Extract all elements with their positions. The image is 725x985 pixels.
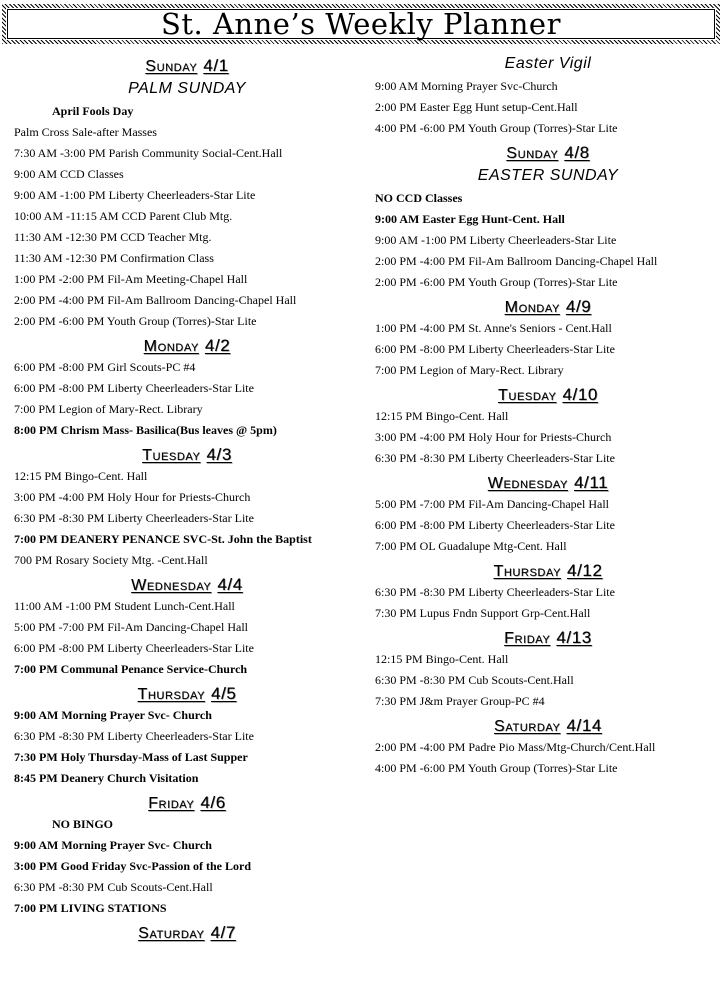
page-title: St. Anne’s Weekly Planner: [161, 7, 561, 41]
day-header: [14, 683, 360, 705]
day-date: 4/2: [204, 336, 231, 355]
day-date: 4/4: [217, 575, 243, 594]
day-date: 4/11: [573, 473, 609, 492]
day-date: 4/9: [565, 297, 592, 316]
event-item: 7:30 PM J&m Prayer Group-PC #4: [375, 694, 545, 708]
event-item: 7:00 PM OL Guadalupe Mtg-Cent. Hall: [375, 539, 567, 553]
day-name: Saturday: [138, 925, 205, 942]
day-header: [375, 296, 721, 318]
event-item: 6:30 PM -8:30 PM Cub Scouts-Cent.Hall: [375, 673, 574, 687]
day-name: Sunday: [145, 58, 198, 75]
day-date: 4/7: [210, 923, 236, 942]
event-item: 2:00 PM -4:00 PM Fil-Am Ballroom Dancing-Chapel Hall: [14, 293, 297, 307]
day-date: 4/3: [206, 445, 232, 464]
event-item: 5:00 PM -7:00 PM Fil-Am Dancing-Chapel Hall: [14, 620, 248, 634]
event-item: 7:00 PM Communal Penance Service-Church: [14, 662, 248, 676]
event-item: 6:30 PM -8:30 PM Liberty Cheerleaders-Star Lite: [375, 451, 615, 465]
event-item: 11:00 AM -1:00 PM Student Lunch-Cent.Hall: [14, 599, 235, 613]
day-name: Monday: [504, 299, 560, 316]
day-name: Thursday: [493, 563, 562, 580]
event-item: April Fools Day: [52, 104, 134, 118]
event-item: 9:00 AM CCD Classes: [14, 167, 124, 181]
day-date: 4/6: [200, 793, 226, 812]
day-date: 4/1: [203, 56, 229, 75]
event-item: 2:00 PM -6:00 PM Youth Group (Torres)-Star Lite: [14, 314, 257, 328]
day-header: [14, 55, 360, 77]
day-date: 4/8: [564, 143, 590, 162]
event-item: 2:00 PM -4:00 PM Padre Pio Mass/Mtg-Church/Cent.Hall: [375, 740, 656, 754]
event-item: 6:30 PM -8:30 PM Cub Scouts-Cent.Hall: [14, 880, 213, 894]
day-date: 4/13: [556, 628, 592, 647]
event-item: 7:30 PM Lupus Fndn Support Grp-Cent.Hall: [375, 606, 591, 620]
event-item: 1:00 PM -2:00 PM Fil-Am Meeting-Chapel Hall: [14, 272, 248, 286]
event-item: 6:00 PM -8:00 PM Girl Scouts-PC #4: [14, 360, 196, 374]
event-item: 6:30 PM -8:30 PM Liberty Cheerleaders-Star Lite: [14, 729, 254, 743]
event-item: 2:00 PM -6:00 PM Youth Group (Torres)-Star Lite: [375, 275, 618, 289]
event-item: 6:00 PM -8:00 PM Liberty Cheerleaders-Star Lite: [375, 342, 615, 356]
day-header: [14, 922, 360, 944]
event-item: 7:00 PM LIVING STATIONS: [14, 901, 167, 915]
day-name: Wednesday: [131, 577, 212, 594]
event-item: 6:00 PM -8:00 PM Liberty Cheerleaders-Star Lite: [14, 381, 254, 395]
day-header: [375, 715, 721, 737]
day-name: Tuesday: [142, 447, 201, 464]
title-banner: [2, 4, 720, 44]
event-item: 4:00 PM -6:00 PM Youth Group (Torres)-Star Lite: [375, 761, 618, 775]
event-item: 6:00 PM -8:00 PM Liberty Cheerleaders-Star Lite: [14, 641, 254, 655]
event-item: 6:00 PM -8:00 PM Liberty Cheerleaders-Star Lite: [375, 518, 615, 532]
event-item: 2:00 PM -4:00 PM Fil-Am Ballroom Dancing-Chapel Hall: [375, 254, 658, 268]
day-name: Thursday: [137, 686, 206, 703]
day-name: Saturday: [494, 718, 561, 735]
event-item: 7:00 PM Legion of Mary-Rect. Library: [375, 363, 564, 377]
event-item: 3:00 PM -4:00 PM Holy Hour for Priests-Church: [14, 490, 251, 504]
day-name: Friday: [504, 630, 551, 647]
event-item: 7:30 AM -3:00 PM Parish Community Social-Cent.Hall: [14, 146, 283, 160]
day-date: 4/5: [211, 684, 237, 703]
event-item: 5:00 PM -7:00 PM Fil-Am Dancing-Chapel Hall: [375, 497, 609, 511]
day-name: Wednesday: [487, 475, 568, 492]
day-header: [375, 560, 721, 582]
special-day-title: EASTER SUNDAY: [477, 167, 619, 184]
event-item: 7:00 PM Legion of Mary-Rect. Library: [14, 402, 203, 416]
day-date: 4/12: [567, 561, 603, 580]
special-day-title: Easter Vigil: [504, 55, 592, 72]
event-item: 12:15 PM Bingo-Cent. Hall: [375, 652, 509, 666]
day-header: [375, 142, 721, 164]
day-name: Monday: [143, 338, 199, 355]
event-item: 11:30 AM -12:30 PM CCD Teacher Mtg.: [14, 230, 212, 244]
day-name: Tuesday: [498, 387, 557, 404]
event-item: 9:00 AM -1:00 PM Liberty Cheerleaders-Star Lite: [375, 233, 617, 247]
day-header: [375, 472, 721, 494]
day-date: 4/14: [566, 716, 602, 735]
event-item: 9:00 AM Morning Prayer Svc- Church: [14, 838, 212, 852]
event-item: 3:00 PM -4:00 PM Holy Hour for Priests-Church: [375, 430, 612, 444]
right-column: [375, 52, 721, 779]
event-item: 9:00 AM Morning Prayer Svc-Church: [375, 79, 558, 93]
event-item: 6:30 PM -8:30 PM Liberty Cheerleaders-Star Lite: [14, 511, 254, 525]
event-item: Palm Cross Sale-after Masses: [14, 125, 157, 139]
event-item: 11:30 AM -12:30 PM Confirmation Class: [14, 251, 214, 265]
day-name: Friday: [148, 795, 195, 812]
day-header: [14, 792, 360, 814]
event-item: NO CCD Classes: [375, 191, 463, 205]
event-item: 1:00 PM -4:00 PM St. Anne's Seniors - Cent.Hall: [375, 321, 612, 335]
event-item: 4:00 PM -6:00 PM Youth Group (Torres)-Star Lite: [375, 121, 618, 135]
event-item: 700 PM Rosary Society Mtg. -Cent.Hall: [14, 553, 208, 567]
event-item: 8:00 PM Chrism Mass- Basilica(Bus leaves @ 5pm): [14, 423, 277, 437]
event-item: 9:00 AM Easter Egg Hunt-Cent. Hall: [375, 212, 565, 226]
left-column: [14, 52, 360, 944]
event-item: 12:15 PM Bingo-Cent. Hall: [14, 469, 148, 483]
event-item: 7:00 PM DEANERY PENANCE SVC-St. John the Baptist: [14, 532, 312, 546]
event-item: 10:00 AM -11:15 AM CCD Parent Club Mtg.: [14, 209, 233, 223]
event-item: 9:00 AM -1:00 PM Liberty Cheerleaders-Star Lite: [14, 188, 256, 202]
special-day-title: PALM SUNDAY: [128, 80, 246, 97]
day-header: [14, 444, 360, 466]
event-item: 7:30 PM Holy Thursday-Mass of Last Supper: [14, 750, 248, 764]
event-item: 2:00 PM Easter Egg Hunt setup-Cent.Hall: [375, 100, 578, 114]
event-item: 9:00 AM Morning Prayer Svc- Church: [14, 708, 212, 722]
event-item: 6:30 PM -8:30 PM Liberty Cheerleaders-Star Lite: [375, 585, 615, 599]
day-header: [14, 335, 360, 357]
day-date: 4/10: [562, 385, 598, 404]
day-header: [375, 384, 721, 406]
day-name: Sunday: [506, 145, 559, 162]
day-header: [14, 574, 360, 596]
event-item: 3:00 PM Good Friday Svc-Passion of the Lord: [14, 859, 251, 873]
event-item: NO BINGO: [52, 817, 114, 831]
event-item: 12:15 PM Bingo-Cent. Hall: [375, 409, 509, 423]
event-item: 8:45 PM Deanery Church Visitation: [14, 771, 199, 785]
day-header: [375, 627, 721, 649]
